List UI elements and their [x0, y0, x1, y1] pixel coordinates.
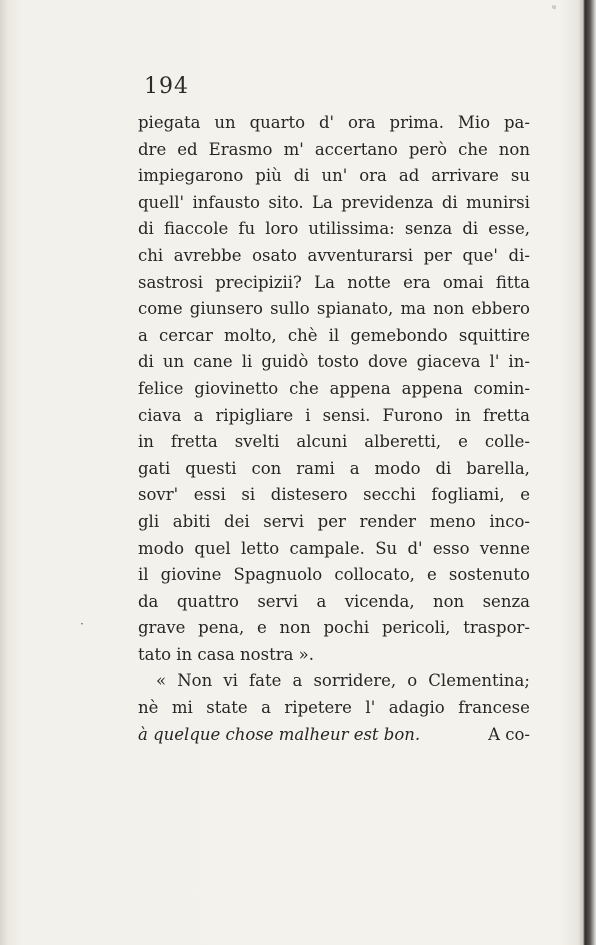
- word: «: [156, 671, 167, 691]
- word: i: [305, 405, 311, 425]
- word: comin-: [473, 378, 530, 398]
- word: che: [289, 378, 319, 398]
- word: grave: [138, 618, 186, 638]
- word: Clementina;: [428, 671, 530, 691]
- word: vi: [223, 671, 238, 691]
- word: modo: [374, 458, 421, 478]
- word: venne: [479, 538, 530, 558]
- corner-mark: ᵘ: [552, 4, 556, 15]
- word: francese: [458, 698, 530, 718]
- word: di: [293, 166, 310, 186]
- text-line: [138, 403, 530, 430]
- text-line: [138, 429, 530, 456]
- word: con: [251, 458, 282, 478]
- text-line: [138, 270, 530, 297]
- word: servi: [257, 591, 299, 611]
- word: da: [138, 591, 159, 611]
- word: e: [458, 432, 468, 452]
- word: arrivare: [431, 166, 499, 186]
- word: esse,: [488, 219, 530, 239]
- word: abiti: [172, 511, 211, 531]
- word: quarto: [249, 113, 306, 132]
- word: avrebbe: [173, 245, 242, 265]
- word: alcuni: [296, 432, 348, 452]
- word: appena: [329, 378, 391, 398]
- word: li: [241, 352, 253, 372]
- word: un': [321, 166, 348, 186]
- word: esso: [432, 538, 470, 558]
- word: l': [489, 352, 500, 372]
- word: che: [458, 139, 488, 159]
- word: per: [423, 245, 452, 265]
- word: felice: [138, 378, 184, 398]
- word: modo: [138, 538, 185, 558]
- word: o: [407, 671, 418, 691]
- word: collocato,: [334, 565, 415, 585]
- word: a: [316, 591, 327, 611]
- text-line: [138, 509, 530, 536]
- word: state: [206, 698, 248, 718]
- word: di: [138, 219, 154, 239]
- word: piegata: [138, 113, 201, 132]
- word: servi: [263, 511, 305, 531]
- text-line: [138, 190, 530, 217]
- word: render: [359, 511, 417, 531]
- word: cane: [193, 352, 233, 372]
- word: tosto: [317, 352, 359, 372]
- word: ebbero: [471, 299, 530, 319]
- word: come: [138, 299, 183, 319]
- word: gemebondo: [350, 325, 448, 345]
- word: il: [328, 325, 340, 345]
- word: mi: [171, 698, 193, 718]
- word: di: [435, 458, 452, 478]
- word: senza: [404, 219, 453, 239]
- word: il: [138, 565, 149, 585]
- word: La: [314, 272, 335, 292]
- text-line: [138, 562, 530, 589]
- word: precipizii?: [215, 272, 302, 292]
- word: ripetere: [284, 698, 352, 718]
- word: alberetti,: [364, 432, 442, 452]
- word: su: [510, 166, 530, 186]
- word: a: [349, 458, 360, 478]
- word: d': [318, 113, 335, 132]
- word: giovinetto: [194, 378, 279, 398]
- text-line: [138, 668, 530, 695]
- word: spianato,: [316, 299, 394, 319]
- word: fate: [249, 671, 282, 691]
- word: questi: [185, 458, 237, 478]
- word: giunsero: [189, 299, 263, 319]
- word: prima.: [389, 113, 445, 132]
- word: ed: [177, 139, 198, 159]
- paragraph-2: [138, 668, 530, 721]
- body-text: [138, 110, 530, 748]
- word: e: [520, 485, 530, 505]
- word: vicenda,: [344, 591, 415, 611]
- word: meno: [429, 511, 476, 531]
- text-line: [138, 376, 530, 403]
- word: Non: [177, 671, 213, 691]
- word: Mio: [457, 113, 491, 132]
- word: pena,: [198, 618, 245, 638]
- text-line: [138, 349, 530, 376]
- word: in-: [508, 352, 530, 372]
- word: accertano: [314, 139, 398, 159]
- word: gli: [138, 511, 160, 531]
- word: un: [214, 113, 236, 132]
- word: di-: [508, 245, 530, 265]
- text-line: [138, 216, 530, 243]
- word: fu: [238, 219, 256, 239]
- word: notte: [347, 272, 391, 292]
- word: un: [162, 352, 185, 372]
- word: barella,: [466, 458, 530, 478]
- text-line: [138, 243, 530, 270]
- word: cercar: [159, 325, 213, 345]
- paragraph-1: [138, 110, 530, 668]
- word: Su: [375, 538, 398, 558]
- word: omai: [442, 272, 484, 292]
- word: fiaccole: [163, 219, 229, 239]
- word: svelti: [234, 432, 280, 452]
- word: nè: [138, 698, 159, 718]
- word: sovr': [138, 485, 179, 505]
- word: loro: [265, 219, 299, 239]
- word: sensi.: [322, 405, 371, 425]
- word: era: [403, 272, 431, 292]
- word: non: [433, 299, 465, 319]
- word: secchi: [363, 485, 416, 505]
- word: quell': [138, 192, 185, 212]
- text-line: [138, 695, 530, 722]
- word: ciava: [138, 405, 182, 425]
- word: a: [193, 405, 204, 425]
- text-line: [138, 615, 530, 642]
- word: ad: [398, 166, 420, 186]
- word: a: [138, 325, 148, 345]
- word: inco-: [489, 511, 530, 531]
- word: più: [255, 166, 282, 186]
- word: Spagnuolo: [233, 565, 323, 585]
- word: rami: [296, 458, 335, 478]
- text-line: [138, 137, 530, 164]
- word: a: [292, 671, 303, 691]
- word: per: [317, 511, 346, 531]
- word: chè: [287, 325, 318, 345]
- word: colle-: [484, 432, 530, 452]
- word: in: [455, 405, 471, 425]
- text-line: [138, 536, 530, 563]
- text-line: [138, 163, 530, 190]
- text-line: [138, 456, 530, 483]
- word: pericoli,: [381, 618, 451, 638]
- word: fretta: [483, 405, 530, 425]
- word: quattro: [176, 591, 239, 611]
- word: guidò: [261, 352, 309, 372]
- word: ma: [400, 299, 426, 319]
- word: molto,: [224, 325, 277, 345]
- text-line: [138, 323, 530, 350]
- word: giovine: [160, 565, 222, 585]
- word: appena: [401, 378, 463, 398]
- word: avventurarsi: [307, 245, 413, 265]
- word: pa-: [503, 113, 530, 132]
- word: ora: [359, 166, 387, 186]
- word: giaceva: [416, 352, 481, 372]
- word: munirsi: [466, 192, 530, 212]
- word: essi: [193, 485, 226, 505]
- word: e: [427, 565, 437, 585]
- word: campale.: [289, 538, 365, 558]
- word: infausto: [192, 192, 260, 212]
- word: di: [138, 352, 154, 372]
- word: fretta: [170, 432, 218, 452]
- page-number: 194: [144, 74, 189, 99]
- word: traspor-: [463, 618, 530, 638]
- word: non: [498, 139, 530, 159]
- word: dove: [368, 352, 408, 372]
- word: di: [441, 192, 458, 212]
- word: que': [462, 245, 498, 265]
- word: l': [365, 698, 376, 718]
- word: chi: [138, 245, 164, 265]
- word: osato: [252, 245, 297, 265]
- word: fitta: [495, 272, 530, 292]
- text-line: [138, 482, 530, 509]
- line-continuation: A co-: [488, 724, 530, 744]
- word: non: [433, 591, 465, 611]
- word: fogliami,: [431, 485, 505, 505]
- word: La: [312, 192, 333, 212]
- word: a: [261, 698, 271, 718]
- word: d': [407, 538, 423, 558]
- word: adagio: [388, 698, 445, 718]
- word: senza: [482, 591, 530, 611]
- margin-mark: ·: [80, 617, 84, 631]
- word: sastrosi: [138, 272, 203, 292]
- word: pochi: [323, 618, 370, 638]
- italic-proverb: à quelque chose malheur est bon.: [138, 724, 421, 744]
- word: gati: [138, 458, 171, 478]
- word: dei: [224, 511, 250, 531]
- word: ora: [347, 113, 376, 132]
- word: in: [138, 432, 154, 452]
- word: impiegarono: [138, 166, 244, 186]
- word: ripigliare: [215, 405, 294, 425]
- word: squittire: [458, 325, 530, 345]
- word: Erasmo: [208, 139, 273, 159]
- text-line: [138, 296, 530, 323]
- text-line-final: [138, 722, 530, 749]
- text-line: [138, 110, 530, 137]
- word: utilissima:: [308, 219, 395, 239]
- word: non: [279, 618, 311, 638]
- word: Furono: [382, 405, 443, 425]
- word: però: [408, 139, 448, 159]
- word: m': [283, 139, 304, 159]
- word: e: [256, 618, 267, 638]
- word: quel: [194, 538, 231, 558]
- word: sorridere,: [313, 671, 397, 691]
- word: sullo: [270, 299, 310, 319]
- word: distesero: [270, 485, 348, 505]
- text-line: [138, 589, 530, 616]
- word: previdenza: [341, 192, 434, 212]
- word: sostenuto: [448, 565, 530, 585]
- text-line: tato in casa nostra ».: [138, 644, 315, 664]
- word: si: [241, 485, 256, 505]
- word: dre: [138, 139, 167, 159]
- word: letto: [240, 538, 280, 558]
- word: di: [462, 219, 479, 239]
- word: sito.: [268, 192, 304, 212]
